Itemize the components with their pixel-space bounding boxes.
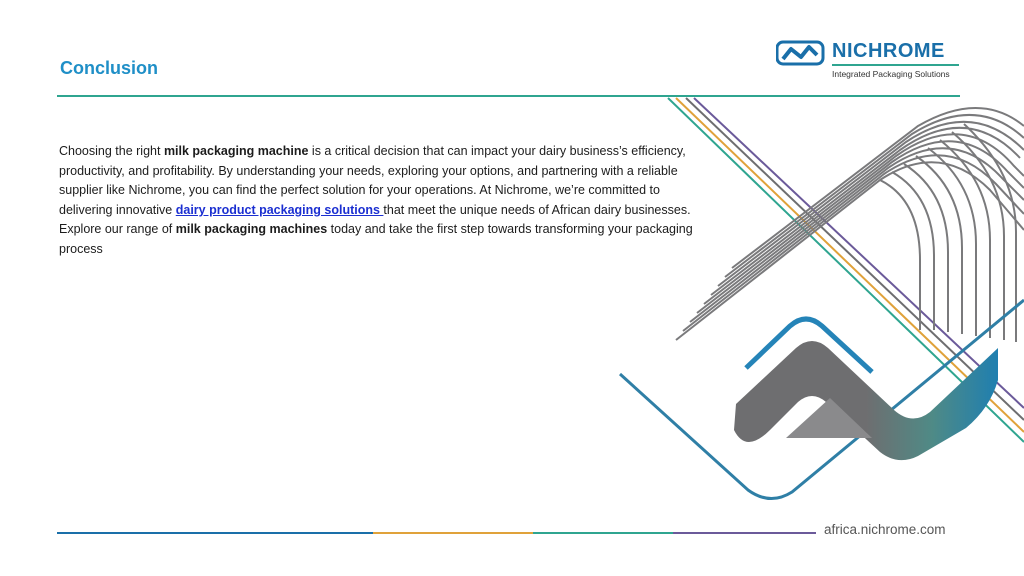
logo-tagline: Integrated Packaging Solutions <box>832 69 950 79</box>
body-text-4: today and take the first step towards transforming your packaging process <box>59 222 693 256</box>
footer-line-orange <box>373 532 533 534</box>
footer-line-teal <box>533 532 673 534</box>
bold-milk-packaging-machine: milk packaging machine <box>163 144 309 158</box>
footer-url: africa.nichrome.com <box>824 522 946 537</box>
header-divider <box>57 95 960 97</box>
nichrome-logo-icon <box>776 40 826 68</box>
logo-brand: NICHROME <box>832 40 945 62</box>
nichrome-logo <box>776 40 966 84</box>
bold-milk-packaging-machines: milk packaging machines <box>175 222 328 237</box>
logo-underline <box>832 64 959 66</box>
body-text-1: Choosing the right <box>59 144 164 158</box>
body-text-3: that meet the unique needs of African dairy businesses. Explore our range of <box>59 202 691 237</box>
striped-arcs <box>676 108 1024 342</box>
footer-line-blue <box>57 532 373 534</box>
footer-line-purple <box>673 532 816 534</box>
body-text-2: is a critical decision that can impact your dairy business’s efficiency, productivity, and profitability. By understanding your needs, exploring your options, and partnering with a reliable supplier like Nichrome, you can find the perfect solution for your operations. At Nichrome, we’re committed to delivering innovative <box>59 144 686 217</box>
page-title: Conclusion <box>60 58 158 78</box>
dairy-solutions-link[interactable]: dairy product packaging solutions <box>175 202 384 217</box>
conclusion-paragraph <box>59 142 699 260</box>
